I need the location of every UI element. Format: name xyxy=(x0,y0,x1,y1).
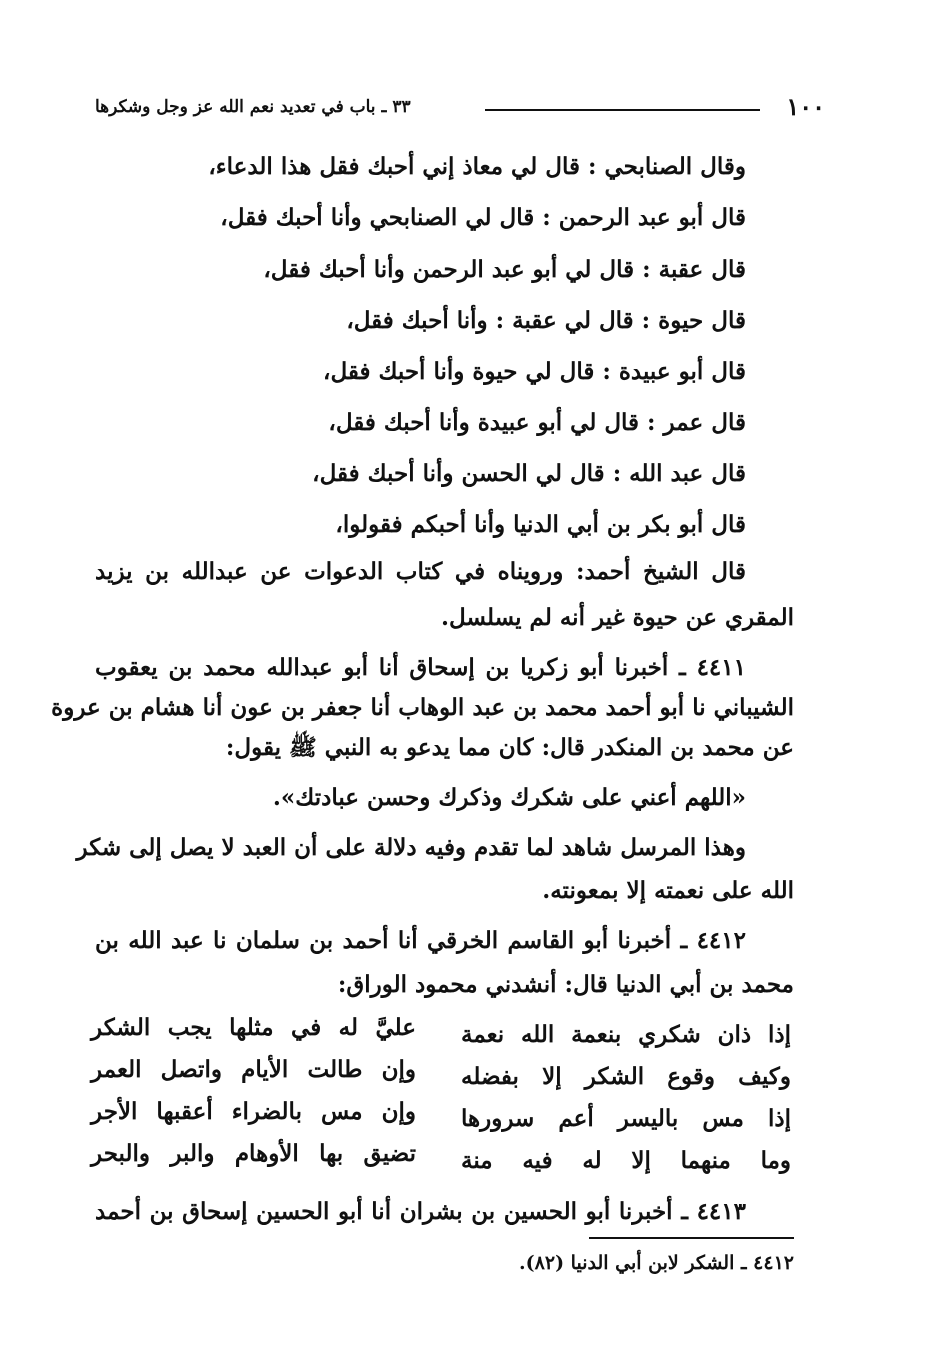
hadith-4413: ٤٤١٣ ـ أخبرنا أبو الحسين بن بشران أنا أبو الحسين إسحاق بن أحمد xyxy=(95,1198,746,1225)
text-line: الله على نعمته إلا بمعونته. xyxy=(542,877,794,904)
chapter-title: ٣٣ ـ باب في تعديد نعم الله عز وجل وشكرها xyxy=(95,97,411,117)
verse-first-hemistich: إذا ذان شكري بنعمة الله نعمة xyxy=(461,1021,791,1048)
header-rule xyxy=(485,109,760,111)
text-line: قال أبو عبد الرحمن : قال لي الصنابحي وأنا أحبك فقل، xyxy=(220,204,746,231)
text-line: المقري عن حيوة غير أنه لم يسلسل. xyxy=(441,604,794,631)
text-line: وقال الصنابحي : قال لي معاذ إني أحبك فقل هذا الدعاء، xyxy=(208,153,746,180)
text-line: قال عمر : قال لي أبو عبيدة وأنا أحبك فقل، xyxy=(328,409,746,436)
text-line: قال حيوة : قال لي عقبة : وأنا أحبك فقل، xyxy=(346,307,746,334)
verse-first-hemistich: إذا مس باليسر أعم سرورها xyxy=(461,1105,791,1132)
hadith-4411: ٤٤١١ ـ أخبرنا أبو زكريا بن إسحاق أنا أبو عبدالله محمد بن يعقوب xyxy=(95,654,746,681)
text-line: قال عقبة : قال لي أبو عبد الرحمن وأنا أحبك فقل، xyxy=(263,256,746,283)
text-line: محمد بن أبي الدنيا قال: أنشدني محمود الوراق: xyxy=(337,971,794,998)
text-line: قال أبو عبيدة : قال لي حيوة وأنا أحبك فقل، xyxy=(323,358,746,385)
hadith-4412: ٤٤١٢ ـ أخبرنا أبو القاسم الخرقي أنا أحمد بن سلمان نا عبد الله بن xyxy=(95,927,746,954)
text-line: قال أبو بكر بن أبي الدنيا وأنا أحبكم فقولوا، xyxy=(335,511,746,538)
verse-second-hemistich: وإن مس بالضراء أعقبها الأجر xyxy=(91,1098,416,1125)
dua-quote: «اللهم أعني على شكرك وذكرك وحسن عبادتك». xyxy=(272,784,746,811)
footnote-rule xyxy=(589,1237,794,1239)
footnote: ٤٤١٢ ـ الشكر لابن أبي الدنيا (٨٢). xyxy=(519,1252,794,1274)
verse-second-hemistich: وإن طالت الأيام واتصل العمر xyxy=(91,1056,416,1083)
text-line: عن محمد بن المنكدر قال: كان مما يدعو به النبي ﷺ يقول: xyxy=(225,734,794,761)
page-number: ١٠٠ xyxy=(786,92,825,121)
running-header xyxy=(95,92,825,122)
verse-second-hemistich: تضيق بها الأوهام والبر والبحر xyxy=(91,1140,416,1167)
verse-second-hemistich: عليَّ له في مثلها يجب الشكر xyxy=(91,1014,416,1041)
text-line: قال الشيخ أحمد: ورويناه في كتاب الدعوات عن عبدالله بن يزيد xyxy=(95,558,746,585)
verse-first-hemistich: وكيف وقوع الشكر إلا بفضله xyxy=(461,1063,791,1090)
text-line: وهذا المرسل شاهد لما تقدم وفيه دلالة على أن العبد لا يصل إلى شكر xyxy=(76,834,746,861)
text-line: الشيباني نا أبو أحمد محمد بن عبد الوهاب أنا جعفر بن عون أنا هشام بن عروة xyxy=(51,694,794,721)
text-line: قال عبد الله : قال لي الحسن وأنا أحبك فقل، xyxy=(312,460,746,487)
verse-first-hemistich: وما منهما إلا له فيه منة xyxy=(461,1147,791,1174)
